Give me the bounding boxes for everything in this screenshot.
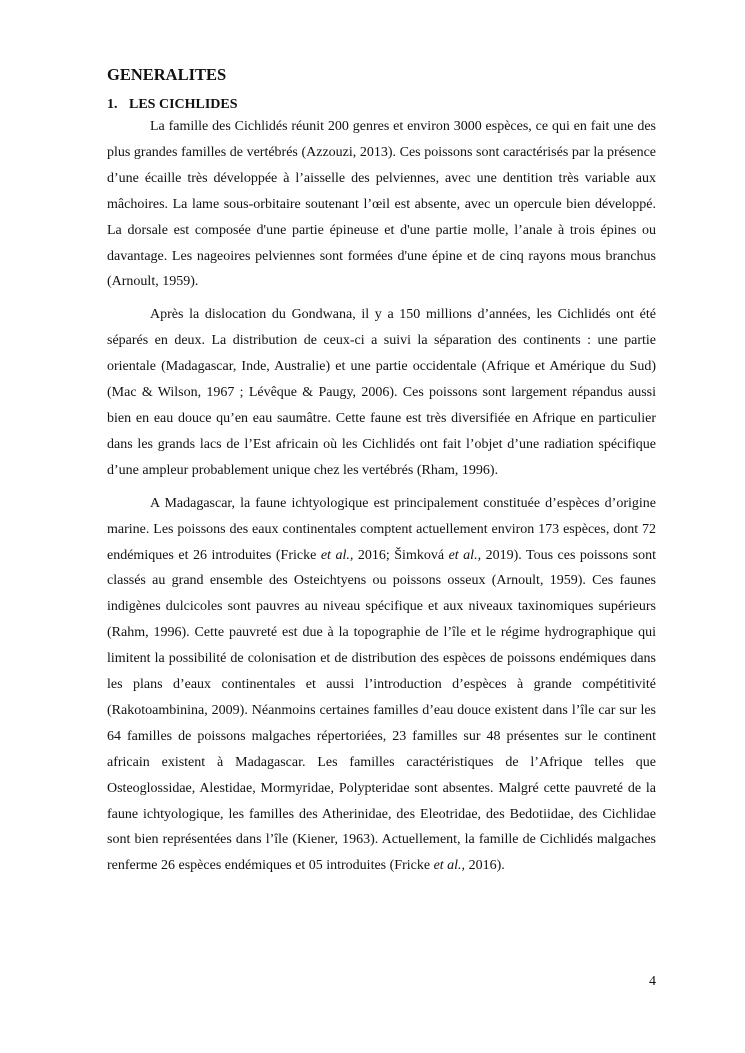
italic-run: et al., bbox=[433, 858, 466, 874]
page-number: 4 bbox=[649, 974, 656, 989]
section-title: LES CICHLIDES bbox=[129, 97, 238, 112]
paragraph-2 bbox=[107, 302, 656, 483]
section-heading bbox=[107, 96, 656, 114]
italic-run: et al., bbox=[320, 547, 354, 563]
text-run: 2016; Šimková bbox=[353, 547, 449, 563]
paragraph-1 bbox=[107, 114, 656, 295]
text-run: La famille des Cichlidés réunit 200 genres et environ 3000 espèces, ce qui en fait une des plus grandes familles de vertébrés (Azzouzi, 2013). Ces poissons sont caractérisés par la présence d’une écaille très développée à l’aisselle des pelviennes, avec une dentition très variable aux mâchoires. La lame sous-orbitaire soutenant l’œil est absente, avec un opercule bien développé. La dorsale est composée d'une partie épineuse et d'une partie molle, l’anale à trois épines ou davantage. Les nageoires pelviennes sont formées d'une épine et de cinq rayons mous branchus (Arnoult, 1959). bbox=[107, 119, 656, 290]
italic-run: et al., bbox=[448, 547, 482, 563]
text-run: 2019). Tous ces poissons sont classés au grand ensemble des Osteichtyens ou poissons osseux (Arnoult, 1959). Ces faunes indigènes dulcicoles sont pauvres au niveau spécifique et aux niveaux taxinomiques supérieurs (Rahm, 1996). Cette pauvreté est due à la topographie de l’île et le régime hydrographique qui limitent la possibilité de colonisation et de distribution des espèces de poissons endémiques dans les plans d’eaux continentales et aussi l’introduction d’espèces à grande compétitivité (Rakotoambinina, 2009). Néanmoins certaines familles d’eau douce existent dans l’île car sur les 64 familles de poissons malgaches répertoriées, 23 familles sur 48 présentes sur le continent africain existent à Madagascar. Les familles caractéristiques de l’Afrique telles que Osteoglossidae, Alestidae, Mormyridae, Polypteridae sont absentes. Malgré cette pauvreté de la faune ichtyologique, les familles des Atherinidae, des Eleotridae, des Bedotiidae, des Cichlidae sont bien représentées dans l’île (Kiener, 1963). Actuellement, la famille de Cichlidés malgaches renferme 26 espèces endémiques et 05 introduites (Fricke bbox=[107, 547, 657, 874]
page-content bbox=[107, 64, 656, 886]
section-number: 1. bbox=[107, 97, 118, 112]
text-run: Après la dislocation du Gondwana, il y a 150 millions d’années, les Cichlidés ont été séparés en deux. La distribution de ceux-ci a suivi la séparation des continents : une partie orientale (Madagascar, Inde, Australie) et une partie occidentale (Afrique et Amérique du Sud) (Mac & Wilson, 1967 ; Lévêque & Paugy, 2006). Ces poissons sont largement répandus aussi bien en eau douce qu’en eau saumâtre. Cette faune est très diversifiée en Afrique en particulier dans les grands lacs de l’Est africain où les Cichlidés ont fait l’objet d’une radiation spécifique d’une ampleur probablement unique chez les vertébrés (Rham, 1996). bbox=[107, 307, 656, 478]
body-text bbox=[107, 114, 656, 879]
paragraph-3 bbox=[107, 491, 656, 880]
text-run: 2016). bbox=[465, 858, 505, 874]
chapter-heading: GENERALITES bbox=[107, 65, 227, 84]
text-run: A Madagascar, la faune ichtyologique est principalement constituée d’espèces d’origine marine. Les poissons des eaux continentales comptent actuellement environ 173 espèces, dont 72 endémiques et 26 introduites (Fricke bbox=[107, 495, 656, 563]
